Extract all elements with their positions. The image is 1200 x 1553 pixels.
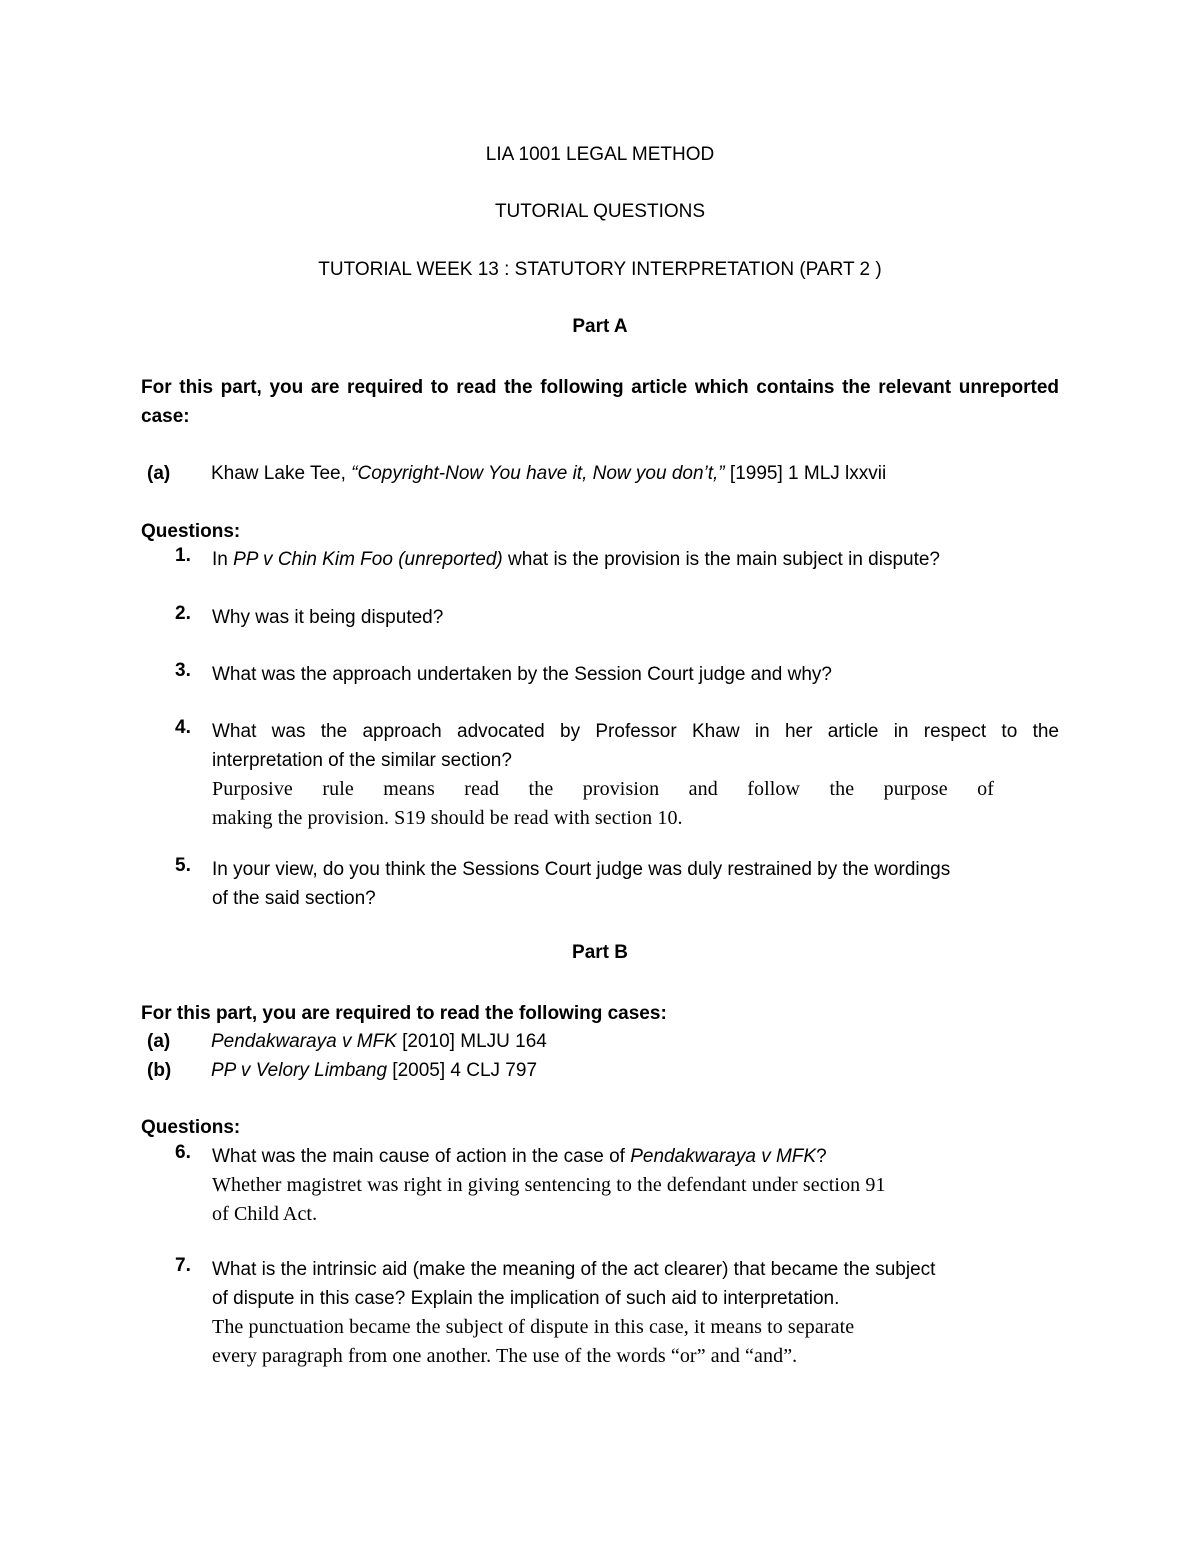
- document-subtitle: TUTORIAL QUESTIONS: [494, 201, 706, 222]
- answer-line: Whether magistret was right in giving sentencing to the defendant under section 91: [212, 1174, 886, 1196]
- question-number: 4.: [175, 717, 191, 738]
- question-text: What was the approach undertaken by the Session Court judge and why?: [212, 664, 832, 685]
- part-a-questions-label: Questions:: [141, 521, 241, 542]
- answer-line: of Child Act.: [212, 1203, 318, 1225]
- question-text: [212, 545, 1059, 574]
- part-b-case-b: [211, 1056, 537, 1085]
- question-text-line: interpretation of the similar section?: [212, 750, 512, 771]
- question-text: [212, 1255, 1059, 1371]
- part-b-intro: For this part, you are required to read the following cases:: [141, 1003, 667, 1024]
- reading-author: Khaw Lake Tee,: [211, 463, 352, 484]
- case-name: Pendakwaraya v MFK: [630, 1146, 817, 1167]
- question-text-pre: In: [212, 549, 234, 570]
- reading-title: “Copyright-Now You have it, Now you don’t,”: [351, 463, 725, 484]
- case-name: PP v Velory Limbang: [211, 1060, 388, 1081]
- question-text-line: What was the approach advocated by Professor Khaw in her article in respect to the: [212, 721, 1059, 742]
- answer-line: Purposive rule means read the provision and follow the purpose of: [212, 778, 994, 800]
- question-text-line: [212, 1142, 1059, 1171]
- question-number: 5.: [175, 855, 191, 876]
- reading-citation: [1995] 1 MLJ lxxvii: [724, 463, 887, 484]
- question-text-pre: What was the main cause of action in the case of: [212, 1146, 631, 1167]
- case-citation: [2005] 4 CLJ 797: [387, 1060, 538, 1081]
- question-text: [212, 1142, 1059, 1229]
- part-a-reading-label: (a): [147, 463, 171, 484]
- case-name: PP v Chin Kim Foo (unreported): [233, 549, 503, 570]
- question-text-line: of the said section?: [212, 888, 376, 909]
- question-text-line: In your view, do you think the Sessions Court judge was duly restrained by the wordings: [212, 859, 951, 880]
- answer-line: making the provision. S19 should be read with section 10.: [212, 807, 683, 829]
- tutorial-week-title: TUTORIAL WEEK 13 : STATUTORY INTERPRETATION (PART 2 ): [318, 259, 882, 280]
- question-text-line: of dispute in this case? Explain the implication of such aid to interpretation.: [212, 1288, 840, 1309]
- question-text: [212, 855, 1059, 913]
- question-number: 6.: [175, 1142, 191, 1163]
- part-b-case-a: [211, 1027, 547, 1056]
- part-b-questions-label: Questions:: [141, 1117, 241, 1138]
- question-text-post: what is the provision is the main subject in dispute?: [502, 549, 940, 570]
- question-text: Why was it being disputed?: [212, 607, 444, 628]
- part-b-case-a-label: (a): [147, 1031, 171, 1052]
- question-number: 1.: [175, 545, 191, 566]
- question-text-line: What is the intrinsic aid (make the meaning of the act clearer) that became the subject: [212, 1259, 936, 1280]
- course-title: LIA 1001 LEGAL METHOD: [485, 144, 715, 165]
- question-number: 2.: [175, 603, 191, 624]
- case-citation: [2010] MLJU 164: [396, 1031, 547, 1052]
- part-a-heading: Part A: [572, 316, 628, 337]
- question-number: 7.: [175, 1255, 191, 1276]
- question-number: 3.: [175, 660, 191, 681]
- answer-line: The punctuation became the subject of dispute in this case, it means to separate: [212, 1316, 855, 1338]
- question-text: [212, 717, 1059, 833]
- question-text-post: ?: [816, 1146, 827, 1167]
- part-b-case-b-label: (b): [147, 1060, 172, 1081]
- part-a-intro: For this part, you are required to read the following article which contains the relevant unreported case:: [141, 377, 1059, 427]
- part-b-heading: Part B: [572, 942, 628, 963]
- case-name: Pendakwaraya v MFK: [211, 1031, 397, 1052]
- answer-line: every paragraph from one another. The use of the words “or” and “and”.: [212, 1345, 798, 1367]
- part-a-reading: [211, 459, 886, 488]
